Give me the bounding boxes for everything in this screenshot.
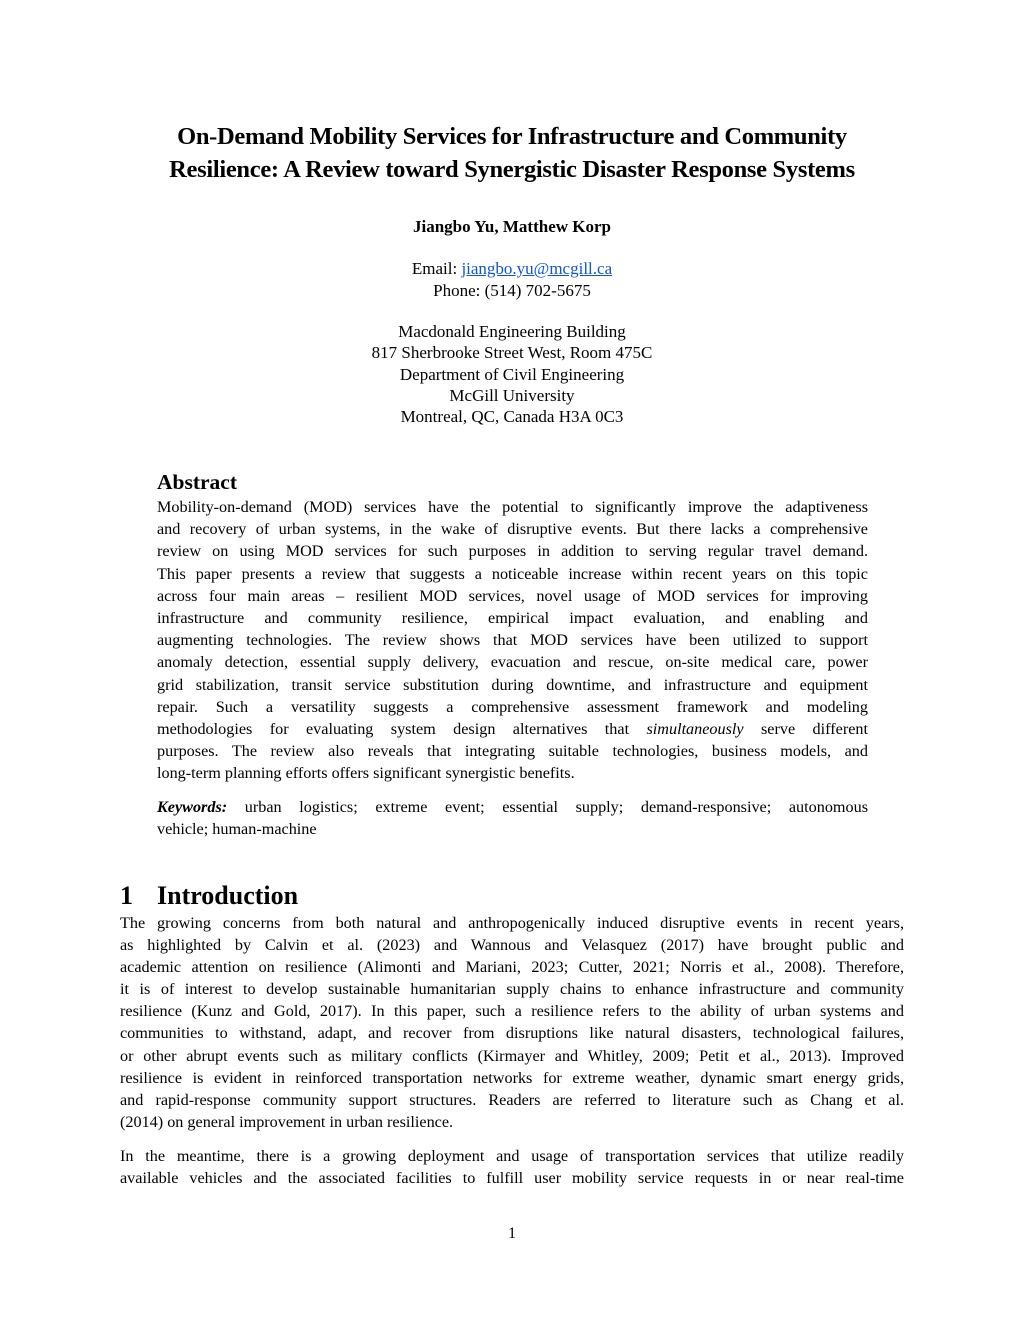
section-number: 1 [120, 881, 133, 910]
address-line: 817 Sherbrooke Street West, Room 475C [371, 343, 653, 363]
paragraph-line: resilience is evident in reinforced transportation networks for extreme weather, dynamic smart energy grids, [120, 1068, 904, 1087]
email-line [120, 258, 904, 280]
author-address [120, 321, 904, 427]
address-line: Montreal, QC, Canada H3A 0C3 [400, 407, 624, 427]
section-heading-introduction [120, 879, 298, 913]
emphasized-word: simultaneously [646, 720, 744, 739]
keywords-text: urban logistics; extreme event; essential supply; demand-responsive; autonomous [227, 798, 868, 816]
title-line: Resilience: A Review toward Synergistic Disaster Response Systems [169, 156, 855, 183]
paper-title [120, 120, 904, 186]
author-list: Jiangbo Yu, Matthew Korp [412, 217, 612, 236]
abstract-line: across four main areas – resilient MOD services, novel usage of MOD services for improving [157, 586, 868, 605]
address-line: McGill University [449, 385, 575, 405]
introduction-paragraph-2 [120, 1145, 904, 1189]
title-line: On-Demand Mobility Services for Infrastructure and Community [177, 123, 847, 150]
phone-line: Phone: (514) 702-5675 [433, 280, 591, 300]
paragraph-line: or other abrupt events such as military conflicts (Kirmayer and Whitley, 2009; Petit et al., 2013). Improved [120, 1046, 904, 1065]
introduction-paragraph-1 [120, 912, 904, 1133]
abstract-line: anomaly detection, essential supply delivery, evacuation and rescue, on-site medical care, power [157, 653, 868, 672]
abstract-line: repair. Such a versatility suggests a comprehensive assessment framework and modeling [157, 697, 868, 716]
email-link[interactable]: jiangbo.yu@mcgill.ca [461, 259, 613, 278]
address-line: Department of Civil Engineering [399, 364, 625, 384]
paragraph-line: communities to withstand, adapt, and recover from disruptions like natural disasters, technological failures, [120, 1024, 904, 1043]
keywords-label: Keywords: [157, 798, 228, 816]
abstract-line: Mobility-on-demand (MOD) services have the potential to significantly improve the adaptiveness [157, 498, 868, 516]
address-line: Macdonald Engineering Building [398, 322, 626, 341]
paragraph-line: available vehicles and the associated facilities to fulfill user mobility service requests in or near real-time [120, 1169, 904, 1188]
abstract-heading: Abstract [157, 470, 238, 494]
abstract-line: grid stabilization, transit service substitution during downtime, and infrastructure and equipment [157, 675, 868, 694]
abstract-line: infrastructure and community resilience, empirical impact evaluation, and enabling and [157, 609, 868, 628]
contact-info [120, 258, 904, 301]
paragraph-line: academic attention on resilience (Alimonti and Mariani, 2023; Cutter, 2021; Norris et al., 2008). Therefore, [120, 958, 904, 977]
abstract-line: and recovery of urban systems, in the wake of disruptive events. But there lacks a comprehensive [157, 520, 868, 539]
paragraph-line: resilience (Kunz and Gold, 2017). In this paper, such a resilience refers to the ability of urban systems and [120, 1002, 904, 1021]
abstract-line: purposes. The review also reveals that integrating suitable technologies, business models, and [157, 742, 868, 761]
paragraph-line: it is of interest to develop sustainable humanitarian supply chains to enhance infrastructure and community [120, 980, 904, 999]
abstract-line-emph [157, 718, 868, 740]
email-label: Email: [411, 259, 462, 278]
abstract-line: long-term planning efforts offers significant synergistic benefits. [157, 764, 575, 783]
paragraph-line: and rapid-response community support structures. Readers are referred to literature such as Chang et al. [120, 1090, 904, 1109]
keywords-line [157, 796, 868, 818]
paragraph-line: (2014) on general improvement in urban resilience. [120, 1112, 454, 1131]
paragraph-line: The growing concerns from both natural and anthropogenically induced disruptive events in recent years, [120, 914, 904, 932]
abstract-line-start: methodologies for evaluating system design alternatives that [157, 720, 647, 739]
abstract-line: review on using MOD services for such purposes in addition to serving regular travel demand. [157, 542, 868, 561]
abstract-line: augmenting technologies. The review shows that MOD services have been utilized to support [157, 631, 868, 650]
abstract-line-end: serve different [743, 720, 868, 739]
keywords [157, 796, 868, 840]
abstract-body [157, 496, 868, 785]
paragraph-line: In the meantime, there is a growing deployment and usage of transportation services that utilize readily [120, 1147, 904, 1165]
page-number: 1 [508, 1225, 516, 1242]
section-title: Introduction [157, 881, 299, 910]
paragraph-line: as highlighted by Calvin et al. (2023) and Wannous and Velasquez (2017) have brought public and [120, 936, 904, 955]
keywords-line: vehicle; human-machine [157, 820, 317, 839]
abstract-line: This paper presents a review that suggests a noticeable increase within recent years on this topic [157, 564, 868, 583]
